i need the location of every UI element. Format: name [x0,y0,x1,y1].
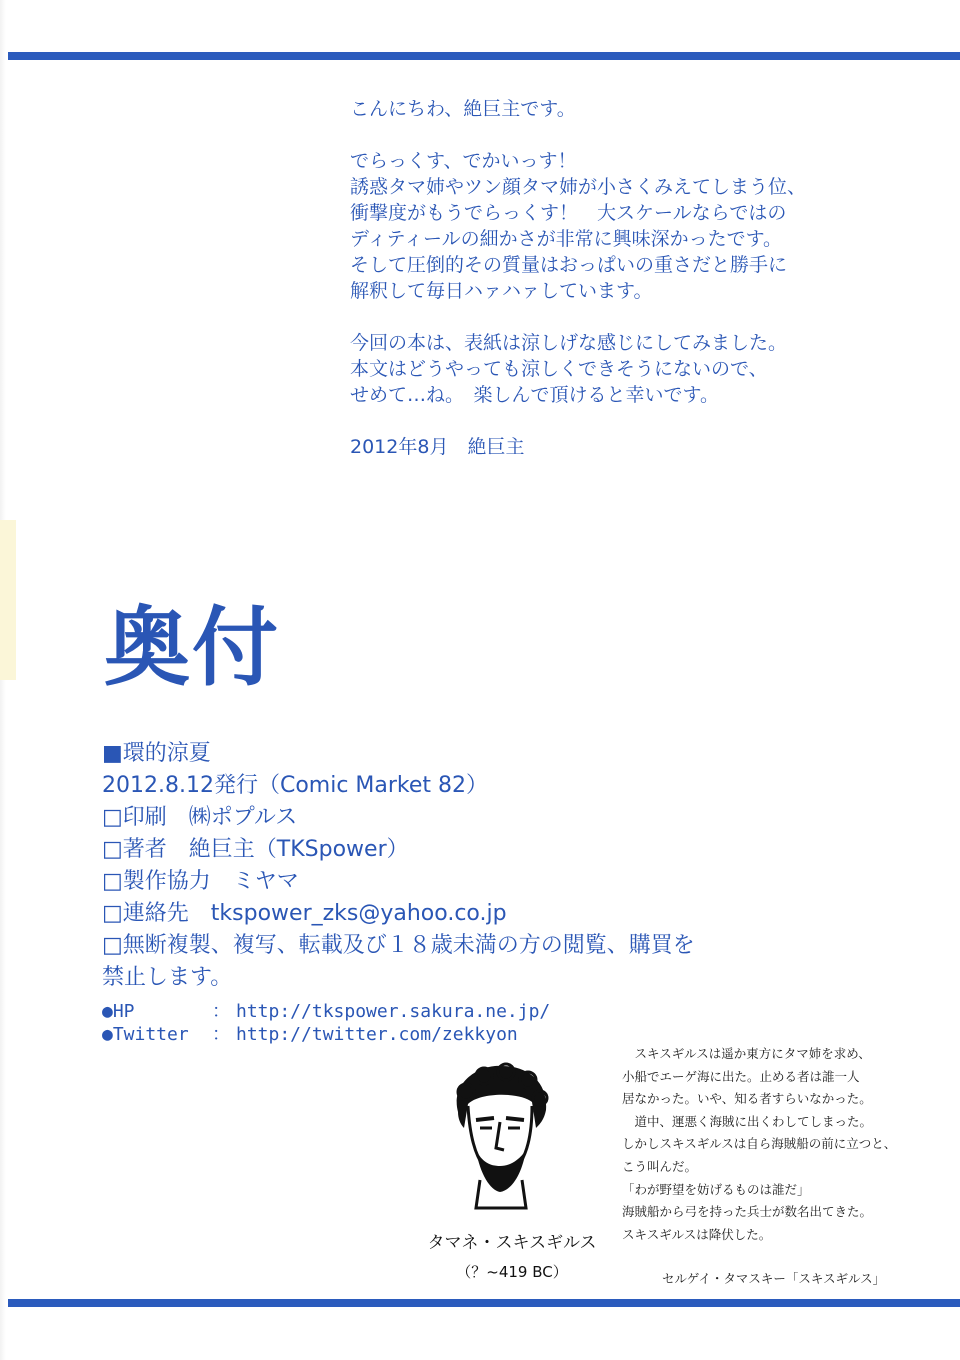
story-line: 「わが野望を妨げるものは誰だ」 [622,1181,810,1197]
story-line: スキスギルスは遥か東方にタマ姉を求め、 [622,1046,871,1061]
bust-story [622,1043,922,1246]
production-cooperation: □製作協力 ミヤマ [102,869,299,894]
bust-caption-years: （？~419 BC） [456,1263,568,1281]
bottom-rule [8,1299,960,1307]
top-rule [8,52,960,60]
story-line: 海賊船から弓を持った兵士が数名出てきた。 [622,1204,873,1220]
bust-caption-name: タマネ・スキスギルス [427,1233,597,1253]
link-separator: ： [212,1001,230,1022]
twitter-link[interactable]: http://twitter.com/zekkyon [236,1024,518,1045]
story-line: しかしスキスギルスは自ら海賊船の前に立つと、 [622,1136,897,1152]
scan-margin [0,0,6,1360]
story-credit: セルゲイ・タマスキー「スキスギルス」 [662,1271,886,1286]
printer: □印刷 ㈱ポプルス [102,805,298,830]
hp-link[interactable]: http://tkspower.sakura.ne.jp/ [236,1001,551,1022]
scan-margin-tint [0,520,16,680]
story-line: スキスギルスは降伏した。 [622,1226,772,1242]
afterword-greeting: こんにちわ、絶巨主です。 [350,98,576,120]
afterword [350,96,870,460]
contact-email: □連絡先 tkspower_zks@yahoo.co.jp [102,901,507,926]
link-row-hp [102,1000,550,1023]
link-label: ●Twitter [102,1024,189,1045]
story-line: 居なかった。いや、知る者すらいなかった。 [622,1091,872,1107]
link-row-twitter [102,1023,550,1046]
bust-portrait [440,1062,560,1212]
colophon [102,738,762,994]
link-label: ●HP [102,1001,135,1022]
web-links [102,1000,550,1046]
colophon-title: 奥付 [104,597,280,698]
copyright-notice: □無断複製、複写、転載及び１８歳未満の方の閲覧、購買を 禁止します。 [102,933,695,990]
story-line: こう叫んだ。 [622,1158,698,1174]
link-separator: ： [212,1024,230,1045]
afterword-signature: 2012年8月 絶巨主 [350,436,525,458]
afterword-paragraph: でらっくす、でかいっす！ 誘惑タマ姉やツン顔タマ姉が小さくみえてしまう位、 衝撃度がもうでらっくす！ 大スケールならではの ディティールの細かさが非常に興味深かったです。 そして圧倒的その質量はおっぱいの重さだと勝手に 解釈して毎日ハァハァしています。 [350,150,807,302]
issue-date: 2012.8.12発行（Comic Market 82） [102,773,489,798]
author: □著者 絶巨主（TKSpower） [102,837,409,862]
afterword-paragraph: 今回の本は、表紙は涼しげな感じにしてみました。 本文はどうやっても涼しくできそうにないので、 せめて…ね。 楽しんで頂けると幸いです。 [350,332,788,406]
book-title: ■環的涼夏 [102,741,211,766]
story-line: 小船でエーゲ海に出た。止める者は誰一人 [622,1068,860,1084]
story-line: 道中、運悪く海賊に出くわしてしまった。 [622,1113,873,1129]
